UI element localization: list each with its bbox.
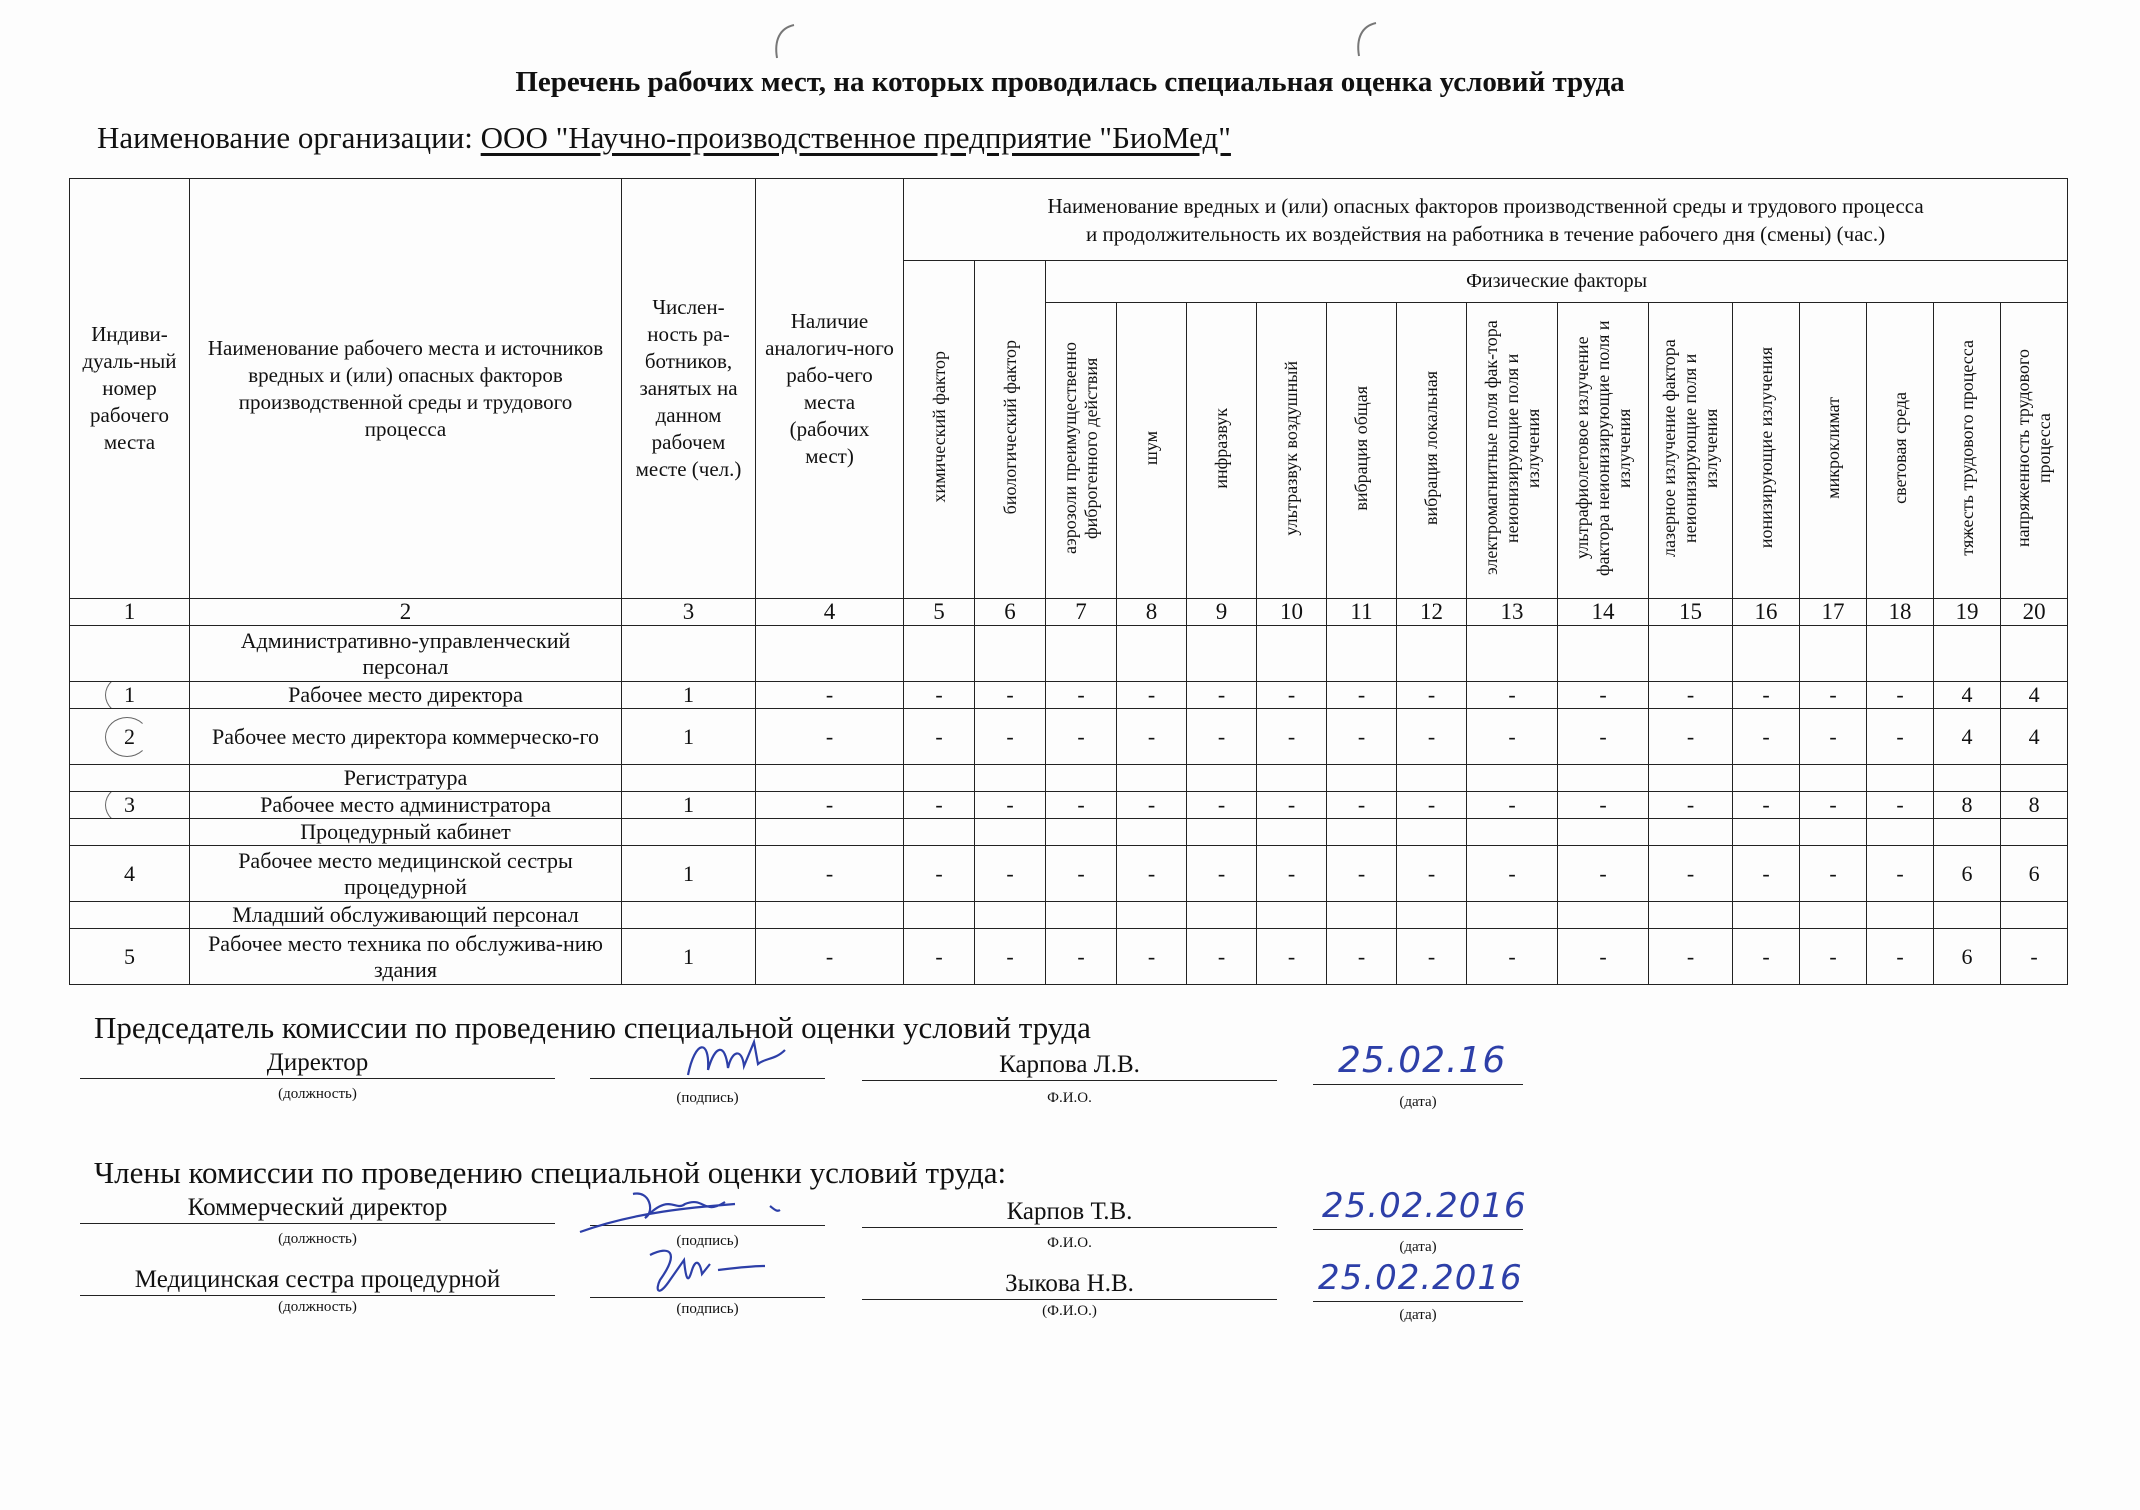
empty-cell [1187,765,1257,792]
factor-header [1733,303,1800,599]
member-2-date-caption: (дата) [1399,1307,1437,1323]
factor-value: - [1117,792,1187,819]
factor-value: - [1733,929,1800,985]
empty-cell [1397,626,1467,682]
factor-value: - [1649,929,1733,985]
column-number: 12 [1397,599,1467,626]
member-2-fio: Зыкова Н.В. [862,1269,1277,1300]
empty-cell [1934,902,2001,929]
empty-cell [1327,626,1397,682]
workplace-name: Рабочее место директора коммерческо-го [190,709,622,765]
empty-cell [756,902,904,929]
document-title: Перечень рабочих мест, на которых проводилась специальная оценка условий труда [515,66,1625,98]
workplace-name: Рабочее место администратора [190,792,622,819]
empty-cell [904,902,975,929]
factor-value: - [1467,682,1558,709]
workers-count: 1 [622,792,756,819]
workplace-id-cell [70,792,190,819]
empty-cell [756,765,904,792]
factor-header-label: шум [1141,430,1161,465]
empty-cell [1649,819,1733,846]
circle-mark-icon [105,792,149,819]
factor-value: - [1257,682,1327,709]
empty-cell [2001,626,2068,682]
factor-header [904,261,975,599]
col-header-name: Наименование рабочего места и источников вредных и (или) опасных факторов производственной среды и трудового процесса [190,179,622,599]
member-1-position-caption: (должность) [278,1231,357,1247]
factor-value: - [1867,929,1934,985]
member-2-signature-caption: (подпись) [676,1301,739,1317]
section-empty-cell [70,626,190,682]
column-number: 8 [1117,599,1187,626]
scan-mark-icon [1350,20,1380,60]
factor-value: 8 [2001,792,2068,819]
section-empty-cell [70,819,190,846]
col-header-analog: Наличие аналогич-ного рабо-чего места (рабочих мест) [756,179,904,599]
empty-cell [1467,765,1558,792]
member-1-date: 25.02.2016 [1322,1186,1527,1226]
factor-value: - [1558,709,1649,765]
workers-count: 1 [622,682,756,709]
factor-value: - [904,929,975,985]
factor-header [1397,303,1467,599]
empty-cell [1257,819,1327,846]
empty-cell [1867,626,1934,682]
column-number: 7 [1046,599,1117,626]
factor-value: - [1327,682,1397,709]
section-title: Регистратура [190,765,622,792]
empty-cell [1327,819,1397,846]
factor-value: - [1046,709,1117,765]
factor-value: - [1649,709,1733,765]
factor-header-label: лазерное излучение фактора неионизирующие поля и излучения [1659,339,1721,557]
members-heading: Члены комиссии по проведению специальной оценки условий труда: [94,1155,1007,1190]
empty-cell [622,626,756,682]
empty-cell [1558,819,1649,846]
empty-cell [1257,765,1327,792]
member-1-signature-icon [575,1182,805,1242]
empty-cell [2001,765,2068,792]
factor-header-label: вибрация локальная [1421,370,1441,526]
factor-value: - [1867,709,1934,765]
table-row [70,709,2068,765]
empty-cell [975,765,1046,792]
factor-header-label: микроклимат [1822,397,1843,499]
analog-workplace: - [756,709,904,765]
factor-value: - [904,792,975,819]
factor-value: - [1257,929,1327,985]
empty-cell [1467,626,1558,682]
workplace-id: 3 [124,792,135,817]
empty-cell [1187,626,1257,682]
column-number: 15 [1649,599,1733,626]
factor-value: - [1257,792,1327,819]
workplace-id-cell [70,682,190,709]
section-empty-cell [70,902,190,929]
empty-cell [975,626,1046,682]
factor-value: - [975,682,1046,709]
column-number: 13 [1467,599,1558,626]
factor-value: - [1867,682,1934,709]
col-header-count: Числен-ность ра-ботников, занятых на данном рабочем месте (чел.) [622,179,756,599]
factor-header [1867,303,1934,599]
column-number: 10 [1257,599,1327,626]
empty-cell [975,902,1046,929]
column-number: 18 [1867,599,1934,626]
factor-value: - [1800,792,1867,819]
column-number: 4 [756,599,904,626]
empty-cell [622,765,756,792]
workplace-id-cell [70,709,190,765]
empty-cell [1649,765,1733,792]
analog-workplace: - [756,929,904,985]
factor-header [1187,303,1257,599]
factor-value: - [1257,709,1327,765]
chairman-signature-icon [680,1030,790,1090]
empty-cell [1558,765,1649,792]
factors-group-line2: и продолжительность их воздействия на работника в течение рабочего дня (смены) (час.) [1086,221,1886,246]
factor-header-label: биологический фактор [999,339,1020,515]
empty-cell [1397,902,1467,929]
factor-value: - [1187,682,1257,709]
column-number: 5 [904,599,975,626]
factor-header [1649,303,1733,599]
empty-cell [756,819,904,846]
column-number: 11 [1327,599,1397,626]
member-1-position: Коммерческий директор [80,1193,555,1224]
circle-mark-icon [105,717,149,757]
member-2-position-caption: (должность) [278,1299,357,1315]
factor-value: - [1187,792,1257,819]
factor-value: - [1397,709,1467,765]
column-number: 2 [190,599,622,626]
factor-header-label: химический фактор [928,351,949,503]
section-empty-cell [70,765,190,792]
factor-value: - [1046,929,1117,985]
factor-header-label: инфразвук [1211,407,1231,489]
chairman-heading: Председатель комиссии по проведению специальной оценки условий труда [94,1010,1091,1045]
empty-cell [1397,819,1467,846]
chairman-position-caption: (должность) [278,1086,357,1102]
empty-cell [1187,902,1257,929]
factor-value: - [1467,846,1558,902]
factor-header-label: тяжесть трудового процесса [1956,340,1977,556]
factor-header [1046,303,1117,599]
empty-cell [1117,626,1187,682]
empty-cell [1733,819,1800,846]
empty-cell [1467,902,1558,929]
empty-cell [1867,819,1934,846]
member-2-position: Медицинская сестра процедурной [80,1265,555,1296]
factor-header [975,261,1046,599]
factor-value: - [1187,709,1257,765]
workplaces-table [69,178,2068,985]
factor-value: - [975,792,1046,819]
workplace-name: Рабочее место директора [190,682,622,709]
factor-value: - [1327,709,1397,765]
empty-cell [1733,626,1800,682]
factor-header-label: электромагнитные поля фак-тора неионизирующие поля и излучения [1480,320,1543,576]
member-2-date: 25.02.2016 [1318,1258,1523,1298]
empty-cell [2001,819,2068,846]
workers-count: 1 [622,846,756,902]
workers-count: 1 [622,709,756,765]
factor-value: - [1046,682,1117,709]
organization-label: Наименование организации: [97,120,473,155]
factor-value: 4 [1934,682,2001,709]
empty-cell [1934,765,2001,792]
column-number: 19 [1934,599,2001,626]
empty-cell [1800,765,1867,792]
factor-value: - [904,682,975,709]
factor-header [1117,303,1187,599]
empty-cell [904,765,975,792]
empty-cell [1327,902,1397,929]
factor-value: - [1558,682,1649,709]
member-2-signature-icon [640,1240,780,1305]
empty-cell [1800,819,1867,846]
chairman-date-caption: (дата) [1399,1094,1437,1110]
factor-value: - [975,929,1046,985]
factor-value: 8 [1934,792,2001,819]
factor-value: - [1558,792,1649,819]
factor-value: - [1733,846,1800,902]
empty-cell [1733,765,1800,792]
empty-cell [1046,902,1117,929]
empty-cell [1867,902,1934,929]
empty-cell [1397,765,1467,792]
factor-value: - [1867,792,1934,819]
workplace-id-cell [70,929,190,985]
factor-value: 6 [2001,846,2068,902]
member-1-fio-caption: Ф.И.О. [1047,1235,1092,1251]
factor-value: - [2001,929,2068,985]
factor-value: - [1187,929,1257,985]
column-numbers-row [70,599,2068,626]
empty-cell [1800,902,1867,929]
empty-cell [1934,626,2001,682]
factor-value: - [1117,709,1187,765]
factor-header [2001,303,2068,599]
empty-cell [622,819,756,846]
empty-cell [1558,902,1649,929]
empty-cell [1187,819,1257,846]
column-number: 6 [975,599,1046,626]
factor-value: - [1046,846,1117,902]
factor-value: - [1117,846,1187,902]
section-title: Младший обслуживающий персонал [190,902,622,929]
factor-value: - [1187,846,1257,902]
empty-cell [1800,626,1867,682]
empty-cell [1117,819,1187,846]
column-number: 20 [2001,599,2068,626]
factors-group-header [904,179,2068,261]
factor-value: - [1046,792,1117,819]
factor-value: - [975,709,1046,765]
chairman-fio-caption: Ф.И.О. [1047,1090,1092,1106]
factor-value: - [1558,929,1649,985]
factor-header-label: световая среда [1889,392,1910,504]
empty-cell [1649,626,1733,682]
column-number: 9 [1187,599,1257,626]
section-title: Административно-управленческий персонал [190,626,622,682]
factor-value: - [975,846,1046,902]
factor-value: - [1733,709,1800,765]
factor-header-label: ультрафиолетовое излучение фактора неионизирующие поля и излучения [1571,320,1634,576]
table-row [70,846,2068,902]
chairman-date: 25.02.16 [1338,1040,1507,1081]
factor-value: - [1327,929,1397,985]
empty-cell [1046,819,1117,846]
factor-header-label: напряженность трудового процесса [2013,349,2055,547]
empty-cell [1467,819,1558,846]
workplace-name: Рабочее место техника по обслужива-нию здания [190,929,622,985]
section-row [70,626,2068,682]
factor-header [1257,303,1327,599]
factor-header-label: ультразвук воздушный [1281,360,1301,536]
workplace-id-cell [70,846,190,902]
factor-value: - [1397,682,1467,709]
empty-cell [1046,765,1117,792]
empty-cell [1117,765,1187,792]
workplace-id: 4 [124,860,135,886]
factor-value: - [1257,846,1327,902]
chairman-fio: Карпова Л.В. [862,1050,1277,1081]
table-row [70,682,2068,709]
factor-value: - [1397,846,1467,902]
factor-value: - [1800,682,1867,709]
factor-value: - [1867,846,1934,902]
col-header-id: Индиви-дуаль-ный номер рабочего места [70,179,190,599]
factor-value: - [1800,846,1867,902]
chairman-position: Директор [80,1048,555,1079]
member-1-signature-caption: (подпись) [676,1233,739,1249]
empty-cell [904,626,975,682]
physical-factors-header: Физические факторы [1046,261,2068,303]
header-row [70,179,2068,261]
factor-value: - [1467,929,1558,985]
factor-value: - [1733,682,1800,709]
member-1-date-caption: (дата) [1399,1239,1437,1255]
factor-header [1800,303,1867,599]
factor-value: 4 [2001,682,2068,709]
column-number: 3 [622,599,756,626]
chairman-signature-caption: (подпись) [676,1090,739,1106]
factor-value: - [1117,682,1187,709]
section-row [70,819,2068,846]
factor-value: - [1800,929,1867,985]
empty-cell [904,819,975,846]
factor-header [1467,303,1558,599]
factor-header-label: аэрозоли преимущественно фиброгенного действия [1060,341,1101,555]
empty-cell [1117,902,1187,929]
column-number: 16 [1733,599,1800,626]
column-number: 1 [70,599,190,626]
member-1-fio: Карпов Т.В. [862,1197,1277,1228]
organization-name: ООО "Научно-производственное предприятие "БиоМед" [480,120,1231,155]
analog-workplace: - [756,792,904,819]
factor-header [1934,303,2001,599]
analog-workplace: - [756,682,904,709]
workplace-id: 5 [124,943,135,969]
factor-value: 4 [1934,709,2001,765]
empty-cell [1558,626,1649,682]
empty-cell [1649,902,1733,929]
factor-value: 6 [1934,846,2001,902]
factor-value: - [1558,846,1649,902]
member-2-fio-caption: (Ф.И.О.) [1042,1303,1097,1319]
analog-workplace: - [756,846,904,902]
factor-value: - [1649,792,1733,819]
factor-value: 4 [2001,709,2068,765]
factor-header [1558,303,1649,599]
circle-mark-icon [105,682,149,709]
empty-cell [1046,626,1117,682]
table-row [70,929,2068,985]
section-row [70,765,2068,792]
factor-value: - [1733,792,1800,819]
factor-value: - [1649,682,1733,709]
empty-cell [1257,902,1327,929]
empty-cell [756,626,904,682]
section-row [70,902,2068,929]
factor-header-label: ионизирующие излучения [1755,347,1776,549]
factor-value: - [1397,929,1467,985]
empty-cell [1327,765,1397,792]
workplace-name: Рабочее место медицинской сестры процедурной [190,846,622,902]
table-row [70,792,2068,819]
factor-header [1327,303,1397,599]
factor-value: - [1117,929,1187,985]
factor-value: - [1649,846,1733,902]
workplace-id: 2 [124,723,135,749]
empty-cell [1934,819,2001,846]
factor-value: - [1467,709,1558,765]
empty-cell [1867,765,1934,792]
factor-value: - [1327,792,1397,819]
column-number: 17 [1800,599,1867,626]
organization-line [97,120,1231,156]
factor-header-label: вибрация общая [1351,385,1371,511]
factor-value: - [904,709,975,765]
factor-value: - [1467,792,1558,819]
factor-value: - [1800,709,1867,765]
empty-cell [1257,626,1327,682]
factors-group-line1: Наименование вредных и (или) опасных факторов производственной среды и трудового процесса [1047,193,1924,218]
empty-cell [622,902,756,929]
factor-value: - [1397,792,1467,819]
column-number: 14 [1558,599,1649,626]
section-title: Процедурный кабинет [190,819,622,846]
scan-mark-icon [768,22,798,62]
factor-value: 6 [1934,929,2001,985]
empty-cell [975,819,1046,846]
factor-value: - [904,846,975,902]
workers-count: 1 [622,929,756,985]
empty-cell [2001,902,2068,929]
factor-value: - [1327,846,1397,902]
empty-cell [1733,902,1800,929]
workplace-id: 1 [124,682,135,707]
